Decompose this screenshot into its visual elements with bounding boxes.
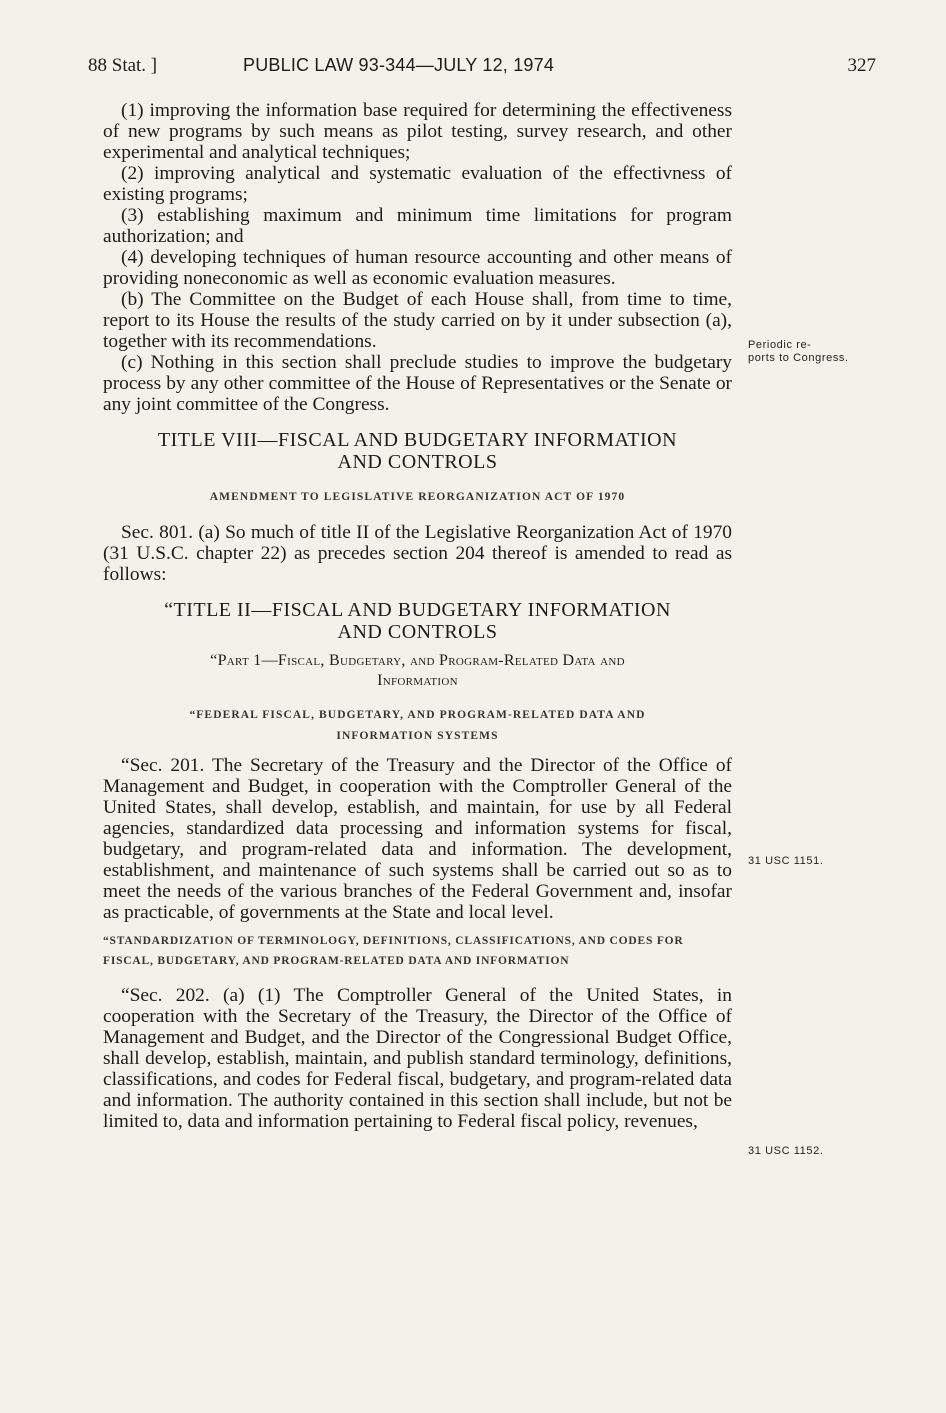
paragraph-item-4: (4) developing techniques of human resource accounting and other means of providing noneconomic as well as economic evaluation measures. — [103, 247, 732, 289]
paragraph-item-2: (2) improving analytical and systematic evaluation of the effectivness of existing programs; — [103, 163, 732, 205]
paragraph-item-1: (1) improving the information base required for determining the effectiveness of new programs by such means as pilot testing, survey research, and other experimental and analytical techniques; — [103, 100, 732, 163]
section-201: “Sec. 201. The Secretary of the Treasury and the Director of the Office of Management and Budget, in cooperation with the Comptroller General of the United States, shall develop, establish, and maintain, for use by all Federal agencies, standardized data processing and information systems for fiscal, budgetary, and program-related data and information. The development, establishment, and maintenance of such systems shall be carried out so as to meet the needs of the various branches of the Federal Government and, insofar as practicable, of governments at the State and local level. — [103, 755, 732, 923]
margin-note-31-usc-1152: 31 USC 1152. — [748, 1145, 824, 1157]
title-viii-heading-cont: AND CONTROLS — [337, 451, 498, 473]
main-text-column — [103, 100, 732, 1132]
paragraph-item-3: (3) establishing maximum and minimum time limitations for program authorization; and — [103, 205, 732, 247]
page-number: 327 — [847, 55, 876, 76]
section-202-heading: “STANDARDIZATION OF TERMINOLOGY, DEFINITIONS, CLASSIFICATIONS, AND CODES FOR FISCAL, BUDGETARY, AND PROGRAM-RELATED DATA AND INFORMATION — [103, 935, 684, 967]
part-1-heading: “Part 1—Fiscal, Budgetary, and Program-Related Data and — [210, 652, 625, 669]
paragraph-subsection-c: (c) Nothing in this section shall preclude studies to improve the budgetary process by any other committee of the House of Representatives or the Senate or any joint committee of the Congress. — [103, 352, 732, 415]
section-202: “Sec. 202. (a) (1) The Comptroller General of the United States, in cooperation with the Secretary of the Treasury, the Director of the Office of Management and Budget, and the Director of the Congressional Budget Office, shall develop, establish, maintain, and publish standard terminology, definitions, classifications, and codes for Federal fiscal, budgetary, and program-related data and information. The authority contained in this section shall include, but not be limited to, data and information pertaining to Federal fiscal policy, revenues, — [103, 985, 732, 1132]
section-201-heading-cont: INFORMATION SYSTEMS — [336, 730, 499, 742]
amendment-heading: AMENDMENT TO LEGISLATIVE REORGANIZATION ACT OF 1970 — [209, 491, 626, 503]
section-201-heading: “FEDERAL FISCAL, BUDGETARY, AND PROGRAM-RELATED DATA AND — [189, 709, 646, 721]
running-header — [88, 55, 888, 85]
margin-note-31-usc-1151: 31 USC 1151. — [748, 855, 824, 867]
part-1-heading-cont: Information — [377, 672, 458, 689]
section-801: Sec. 801. (a) So much of title II of the Legislative Reorganization Act of 1970 (31 U.S.C. chapter 22) as precedes section 204 thereof is amended to read as follows: — [103, 522, 732, 585]
title-ii-heading: “TITLE II—FISCAL AND BUDGETARY INFORMATION — [164, 599, 671, 621]
title-ii-heading-cont: AND CONTROLS — [337, 621, 498, 643]
paragraph-subsection-b: (b) The Committee on the Budget of each House shall, from time to time, report to its House the results of the study carried on by it under subsection (a), together with its recommendations. — [103, 289, 732, 352]
margin-note-periodic-reports: Periodic re- ports to Congress. — [748, 339, 849, 364]
statute-reference: 88 Stat. ] — [88, 55, 158, 76]
law-title: PUBLIC LAW 93-344—JULY 12, 1974 — [243, 55, 555, 75]
title-viii-heading: TITLE VIII—FISCAL AND BUDGETARY INFORMATION — [157, 429, 678, 451]
